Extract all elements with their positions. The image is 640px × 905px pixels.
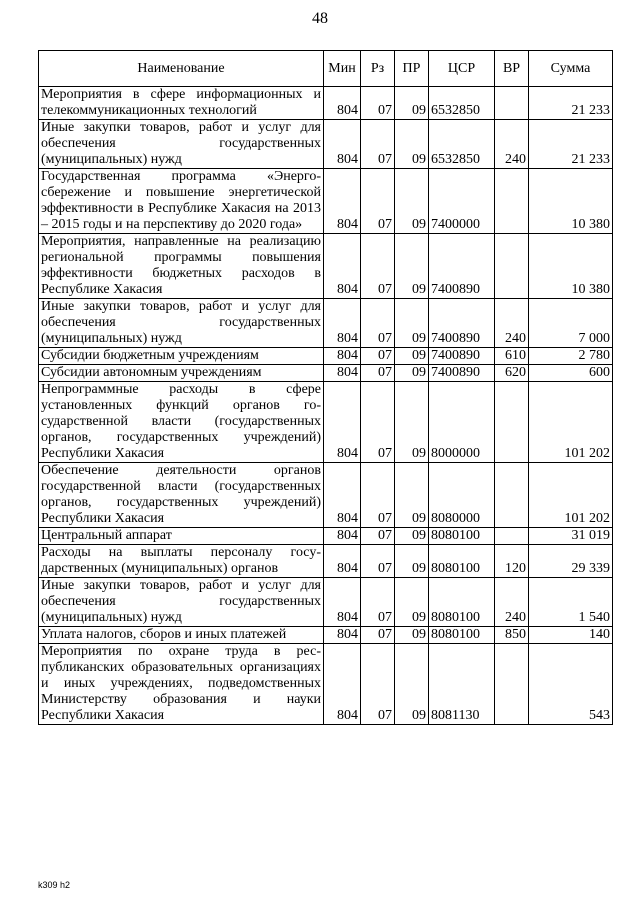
table-row xyxy=(39,169,613,234)
header-vr: ВР xyxy=(495,51,529,87)
cell-rz: 07 xyxy=(361,382,395,463)
cell-vr xyxy=(495,169,529,234)
cell-csr: 7400000 xyxy=(429,169,495,234)
cell-csr: 7400890 xyxy=(429,299,495,348)
table-row xyxy=(39,545,613,578)
cell-pr: 09 xyxy=(395,382,429,463)
cell-name: Мероприятия в сфере информационных и телекоммуникационных технологий xyxy=(39,87,324,120)
cell-pr: 09 xyxy=(395,87,429,120)
cell-min: 804 xyxy=(324,120,361,169)
cell-vr: 240 xyxy=(495,120,529,169)
cell-sum: 600 xyxy=(529,365,613,382)
cell-csr: 8080100 xyxy=(429,528,495,545)
cell-min: 804 xyxy=(324,299,361,348)
budget-table xyxy=(38,50,613,725)
cell-vr: 240 xyxy=(495,578,529,627)
cell-name: Субсидии автономным учреждениям xyxy=(39,365,324,382)
table-row xyxy=(39,463,613,528)
cell-sum: 1 540 xyxy=(529,578,613,627)
cell-vr: 610 xyxy=(495,348,529,365)
table-row xyxy=(39,382,613,463)
table-row xyxy=(39,299,613,348)
header-rz: Рз xyxy=(361,51,395,87)
cell-rz: 07 xyxy=(361,528,395,545)
cell-vr xyxy=(495,87,529,120)
cell-csr: 8080000 xyxy=(429,463,495,528)
cell-rz: 07 xyxy=(361,644,395,725)
cell-rz: 07 xyxy=(361,545,395,578)
cell-rz: 07 xyxy=(361,365,395,382)
cell-csr: 8080100 xyxy=(429,627,495,644)
cell-vr xyxy=(495,382,529,463)
cell-name: Государственная программа «Энергосбережение и повышение энергетической эффективности в Республике Хакасия на 2013 – 2015 годы и на перспективу до 2020 года» xyxy=(39,169,324,234)
cell-name: Уплата налогов, сборов и иных платежей xyxy=(39,627,324,644)
cell-rz: 07 xyxy=(361,169,395,234)
cell-min: 804 xyxy=(324,87,361,120)
cell-vr xyxy=(495,644,529,725)
cell-sum: 10 380 xyxy=(529,234,613,299)
cell-sum: 140 xyxy=(529,627,613,644)
cell-csr: 8000000 xyxy=(429,382,495,463)
cell-csr: 6532850 xyxy=(429,120,495,169)
cell-min: 804 xyxy=(324,545,361,578)
cell-name: Центральный аппарат xyxy=(39,528,324,545)
cell-pr: 09 xyxy=(395,234,429,299)
cell-name: Мероприятия, направленные на реализацию региональной программы повышения эффективности бюджетных расходов в Республике Хакасия xyxy=(39,234,324,299)
cell-min: 804 xyxy=(324,528,361,545)
cell-vr: 240 xyxy=(495,299,529,348)
cell-rz: 07 xyxy=(361,578,395,627)
cell-name: Расходы на выплаты персоналу государственных (муниципальных) органов xyxy=(39,545,324,578)
cell-rz: 07 xyxy=(361,463,395,528)
table-header-row xyxy=(39,51,613,87)
table-row xyxy=(39,365,613,382)
cell-min: 804 xyxy=(324,348,361,365)
cell-min: 804 xyxy=(324,463,361,528)
cell-sum: 21 233 xyxy=(529,87,613,120)
cell-name: Иные закупки товаров, работ и услуг для обеспечения государственных (муниципальных) нужд xyxy=(39,120,324,169)
cell-sum: 101 202 xyxy=(529,463,613,528)
table-row xyxy=(39,644,613,725)
cell-sum: 543 xyxy=(529,644,613,725)
cell-min: 804 xyxy=(324,234,361,299)
cell-min: 804 xyxy=(324,169,361,234)
cell-csr: 8080100 xyxy=(429,578,495,627)
cell-csr: 7400890 xyxy=(429,365,495,382)
cell-name: Мероприятия по охране труда в республиканских образовательных организациях и иных учреждениях, подведомственных Министерству образования и науки Республики Хакасия xyxy=(39,644,324,725)
cell-pr: 09 xyxy=(395,528,429,545)
cell-pr: 09 xyxy=(395,120,429,169)
footer-code: k309 h2 xyxy=(38,880,71,890)
cell-rz: 07 xyxy=(361,627,395,644)
table-row xyxy=(39,578,613,627)
header-pr: ПР xyxy=(395,51,429,87)
cell-sum: 10 380 xyxy=(529,169,613,234)
cell-min: 804 xyxy=(324,644,361,725)
table-row xyxy=(39,87,613,120)
cell-pr: 09 xyxy=(395,365,429,382)
cell-vr: 850 xyxy=(495,627,529,644)
cell-pr: 09 xyxy=(395,348,429,365)
cell-vr xyxy=(495,528,529,545)
cell-vr: 120 xyxy=(495,545,529,578)
table-row xyxy=(39,528,613,545)
cell-pr: 09 xyxy=(395,463,429,528)
table-row xyxy=(39,234,613,299)
cell-name: Обеспечение деятельности органов государственной власти (государственных органов, государственных учреждений) Республики Хакасия xyxy=(39,463,324,528)
cell-name: Иные закупки товаров, работ и услуг для обеспечения государственных (муниципальных) нужд xyxy=(39,299,324,348)
cell-rz: 07 xyxy=(361,348,395,365)
cell-rz: 07 xyxy=(361,234,395,299)
cell-sum: 7 000 xyxy=(529,299,613,348)
page-number: 48 xyxy=(312,10,328,27)
cell-min: 804 xyxy=(324,627,361,644)
cell-min: 804 xyxy=(324,365,361,382)
cell-name: Субсидии бюджетным учреждениям xyxy=(39,348,324,365)
cell-name: Непрограммные расходы в сфере установленных функций органов государственной власти (государственных органов, государственных учреждений) Республики Хакасия xyxy=(39,382,324,463)
cell-rz: 07 xyxy=(361,120,395,169)
cell-vr xyxy=(495,234,529,299)
cell-vr: 620 xyxy=(495,365,529,382)
cell-sum: 21 233 xyxy=(529,120,613,169)
table-row xyxy=(39,627,613,644)
cell-pr: 09 xyxy=(395,578,429,627)
cell-name: Иные закупки товаров, работ и услуг для обеспечения государственных (муниципальных) нужд xyxy=(39,578,324,627)
header-min: Мин xyxy=(324,51,361,87)
header-name: Наименование xyxy=(39,51,324,87)
cell-rz: 07 xyxy=(361,299,395,348)
cell-csr: 8081130 xyxy=(429,644,495,725)
cell-rz: 07 xyxy=(361,87,395,120)
table-row xyxy=(39,348,613,365)
cell-sum: 2 780 xyxy=(529,348,613,365)
cell-csr: 6532850 xyxy=(429,87,495,120)
cell-sum: 31 019 xyxy=(529,528,613,545)
header-csr: ЦСР xyxy=(429,51,495,87)
cell-min: 804 xyxy=(324,382,361,463)
cell-min: 804 xyxy=(324,578,361,627)
cell-pr: 09 xyxy=(395,169,429,234)
cell-pr: 09 xyxy=(395,644,429,725)
cell-csr: 8080100 xyxy=(429,545,495,578)
cell-pr: 09 xyxy=(395,545,429,578)
cell-csr: 7400890 xyxy=(429,234,495,299)
cell-pr: 09 xyxy=(395,627,429,644)
cell-pr: 09 xyxy=(395,299,429,348)
header-sum: Сумма xyxy=(529,51,613,87)
cell-sum: 29 339 xyxy=(529,545,613,578)
cell-vr xyxy=(495,463,529,528)
table-row xyxy=(39,120,613,169)
cell-csr: 7400890 xyxy=(429,348,495,365)
cell-sum: 101 202 xyxy=(529,382,613,463)
